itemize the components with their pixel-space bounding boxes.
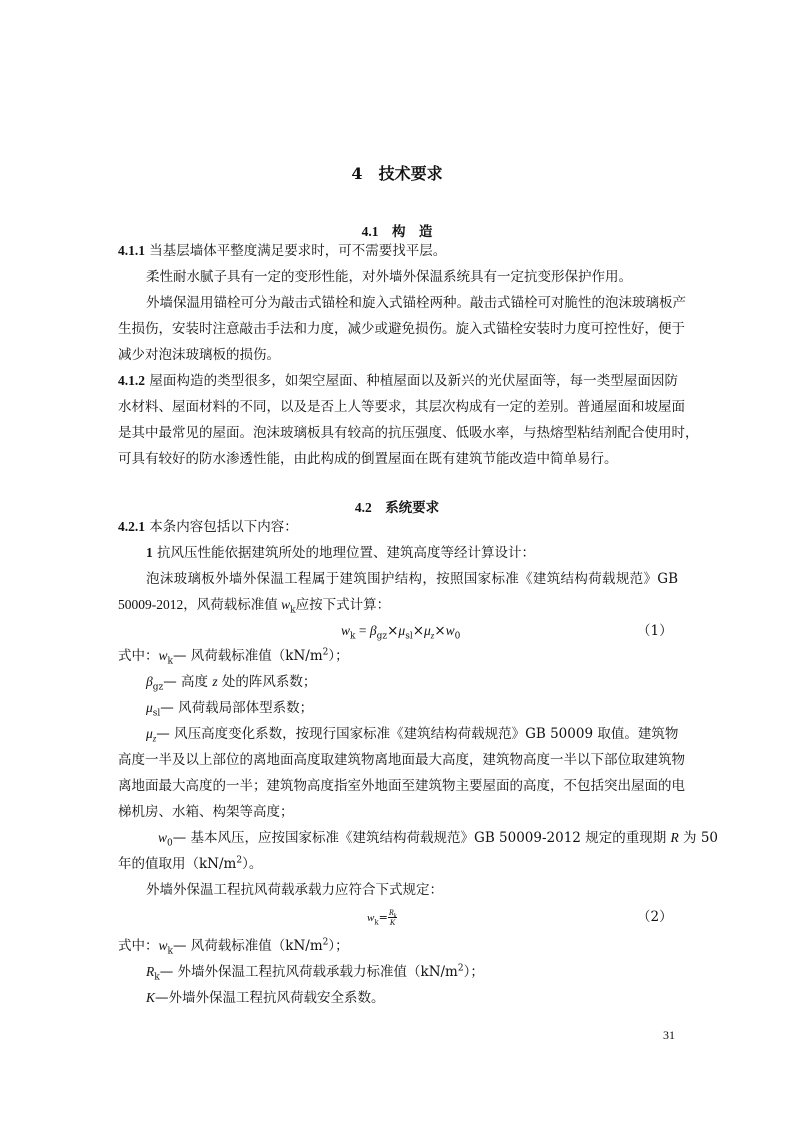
definition-k: [146, 989, 385, 1007]
text: — 风压高度变化系数，按现行国家标准《建筑结构荷载规范》GB 50009 取值。建筑物: [156, 726, 679, 742]
text: —外墙外保温工程抗风荷载安全系数。: [155, 990, 385, 1006]
var: μ: [424, 623, 431, 638]
op: =: [378, 911, 388, 924]
clause-text: 屋面构造的类型很多，如架空屋面、种植屋面以及新兴的光伏屋面等，每一类型屋面因防: [149, 373, 679, 389]
section-title: 构 造: [391, 224, 433, 240]
paragraph: 外墙外保温工程抗风荷载承载力应符合下式规定：: [146, 882, 443, 898]
section-title: 系统要求: [385, 500, 440, 516]
section-number: 4.2: [354, 500, 372, 515]
equation-number: （1）: [637, 623, 673, 639]
text: — 风荷载局部体型系数；: [160, 700, 314, 716]
op: =: [355, 623, 370, 638]
item-text: 抗风压性能依据建筑所处的地理位置、建筑高度等经计算设计：: [157, 545, 536, 561]
var: μ: [146, 700, 153, 715]
equation-2: [367, 904, 397, 930]
text: 应按下式计算：: [295, 597, 391, 613]
section-number: 4.1: [361, 224, 379, 239]
definition-mu-sl: [146, 699, 313, 717]
paragraph-line: [118, 596, 390, 614]
sub: k: [167, 946, 173, 957]
paragraph-line: 可具有较好的防水渗透性能，由此构成的倒置屋面在既有建筑节能改造中简单易行。: [118, 451, 618, 467]
paragraph: 柔性耐水腻子具有一定的变形性能，对外墙外保温系统具有一定抗变形保护作用。: [146, 269, 632, 285]
var: K: [146, 990, 156, 1005]
sub: k: [393, 913, 397, 920]
sub: gz: [376, 631, 388, 642]
sup: 2: [322, 647, 329, 658]
sub: k: [154, 972, 160, 983]
text: ）；: [328, 938, 349, 954]
var: w: [158, 830, 168, 845]
sup: 2: [322, 937, 329, 948]
definition-rk: [146, 963, 484, 981]
paragraph-line: 生损伤，安装时注意敲击手法和力度，减少或避免损伤。旋入式锚栓安装时力度可控性好，便于: [118, 321, 685, 337]
sub: k: [374, 918, 379, 927]
text: — 外墙外保温工程抗风荷载承载力标准值（kN/m: [159, 964, 458, 980]
sub: z: [430, 630, 435, 641]
var: w: [158, 938, 168, 953]
var: μ: [146, 726, 153, 741]
definition-mu-z: [146, 725, 678, 743]
var: w: [158, 648, 168, 663]
op: ×: [387, 623, 399, 639]
var: R: [388, 908, 394, 917]
var: w: [445, 623, 455, 638]
section-heading-4-2: [0, 496, 794, 516]
equation-number: （2）: [637, 909, 673, 925]
paragraph-line: 离地面最大高度的一半；建筑物高度指室外地面至建筑物主要屋面的高度，不包括突出屋面的电: [118, 778, 685, 794]
sub: k: [290, 605, 296, 616]
sub: sl: [405, 631, 413, 642]
var: z: [212, 674, 218, 689]
sub: z: [152, 733, 157, 744]
paragraph-line: 高度一半及以上部位的离地面高度取建筑物离地面最大高度，建筑物高度一半以下部位取建筑物: [118, 752, 685, 768]
text: — 高度: [163, 674, 213, 690]
sub: 0: [167, 838, 173, 849]
text: — 风荷载标准值（kN/m: [172, 938, 323, 954]
definition-w0: [158, 829, 718, 847]
var: β: [146, 674, 153, 689]
equation-1: [341, 622, 460, 640]
clause-text: 本条内容包括以下内容：: [149, 519, 298, 535]
var: R: [146, 964, 155, 979]
clause-number: 4.1.2: [118, 373, 145, 388]
var: μ: [398, 623, 406, 638]
sup: 2: [236, 855, 243, 866]
paragraph-line: 是其中最常见的屋面。泡沫玻璃板具有较高的抗压强度、低吸水率，与热熔型粘结剂配合使用时，: [118, 425, 699, 441]
text: 年的值取用（kN/m: [118, 856, 237, 872]
clause-number: 4.1.1: [118, 243, 145, 258]
text: — 风荷载标准值（kN/m: [172, 648, 323, 664]
text: 为 50: [678, 830, 718, 846]
label: 式中：: [118, 648, 159, 664]
sub: sl: [152, 708, 161, 719]
numerator: [388, 908, 398, 918]
chapter-title: 技术要求: [378, 164, 443, 183]
var: w: [341, 623, 351, 638]
text: 处的阵风系数；: [217, 674, 317, 690]
clause-4-1-2: [118, 372, 678, 390]
sup: 2: [457, 963, 464, 974]
paragraph-line: 水材料、屋面材料的不同，以及是否上人等要求，其层次构成有一定的差别。普通屋面和坡屋面: [118, 399, 685, 415]
label: 式中：: [118, 938, 159, 954]
text: ）。: [242, 856, 263, 872]
text: ）；: [463, 964, 484, 980]
definition-wk-2: [118, 937, 349, 955]
paragraph-line: 减少对泡沫玻璃板的损伤。: [118, 347, 280, 363]
clause-4-1-1: [118, 242, 446, 260]
var: β: [369, 623, 377, 638]
text: ）；: [328, 648, 349, 664]
text: — 基本风压，应按国家标准《建筑结构荷载规范》GB 50009-2012 规定的重现期: [172, 830, 671, 846]
op: ×: [412, 623, 425, 639]
sub: gz: [152, 682, 164, 693]
paragraph-line: [118, 855, 262, 873]
sub: k: [167, 656, 173, 667]
page-number: 31: [663, 1028, 675, 1042]
definition-beta: [146, 673, 316, 691]
sub: k: [350, 631, 356, 642]
paragraph-line: 外墙保温用锚栓可分为敲击式锚栓和旋入式锚栓两种。敲击式锚栓可对脆性的泡沫玻璃板产: [146, 295, 686, 311]
paragraph-line: 梯机房、水箱、构架等高度；: [118, 804, 294, 820]
clause-4-2-1: [118, 518, 298, 536]
sub: 0: [454, 631, 461, 642]
clause-text: 当基层墙体平整度满足要求时，可不需要找平层。: [149, 243, 447, 259]
var: w: [281, 597, 291, 612]
denominator: K: [389, 918, 396, 927]
definition-wk: [118, 647, 349, 665]
var: w: [367, 912, 375, 924]
chapter-number: 4: [351, 164, 363, 183]
item-number: 1: [146, 545, 153, 560]
chapter-heading: [0, 161, 794, 184]
fraction: [388, 908, 398, 927]
clause-number: 4.2.1: [118, 519, 145, 534]
item-1: [146, 544, 535, 562]
section-heading-4-1: [0, 220, 794, 240]
paragraph-line: 泡沫玻璃板外墙外保温工程属于建筑围护结构，按照国家标准《建筑结构荷载规范》GB: [146, 571, 678, 587]
var: R: [670, 830, 679, 845]
text: 50009-2012，风荷载标准值: [118, 597, 282, 612]
op: ×: [434, 623, 446, 639]
